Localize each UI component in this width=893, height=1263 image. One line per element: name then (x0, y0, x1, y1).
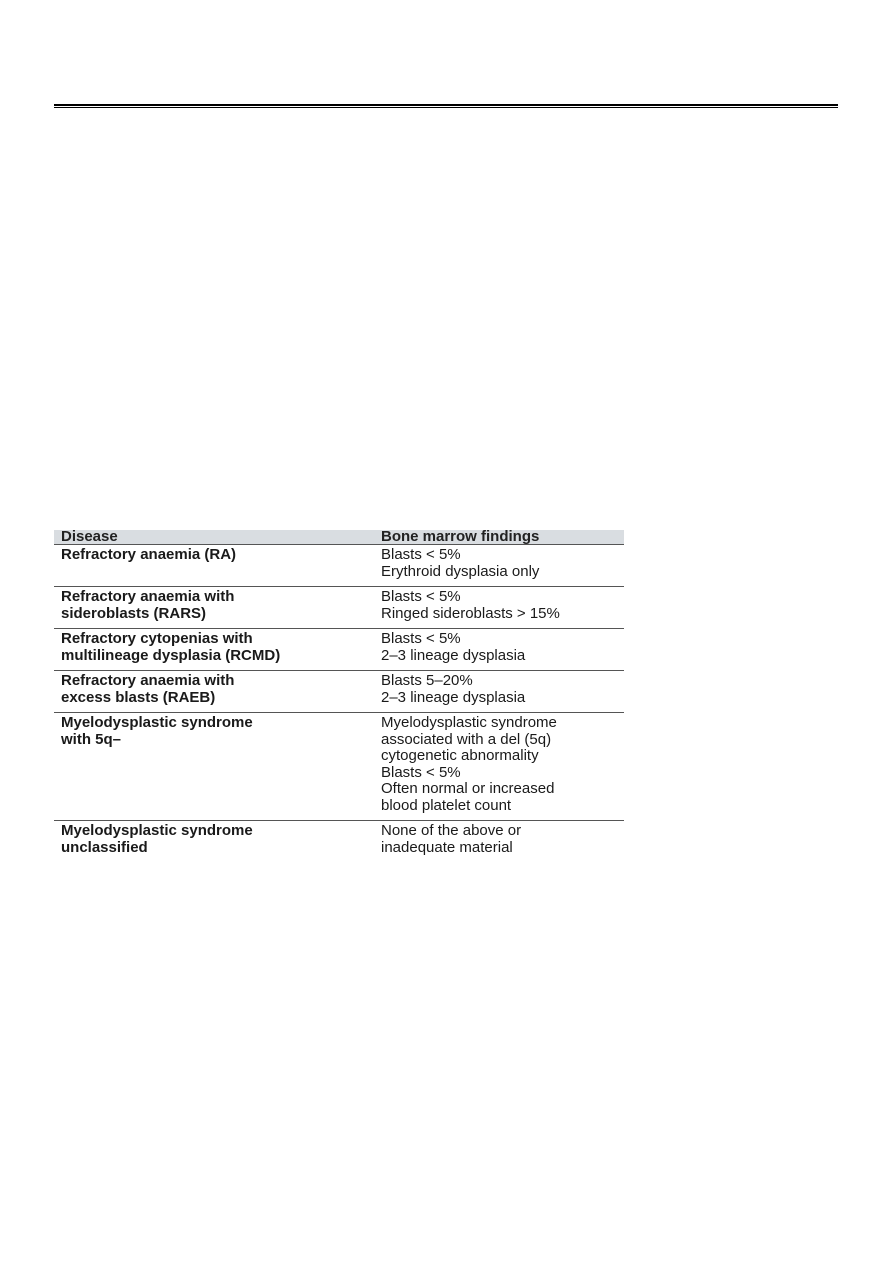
disease-line: Myelodysplastic syndrome (61, 822, 253, 839)
findings-cell (369, 587, 624, 629)
disease-cell (54, 587, 369, 629)
disease-line: Myelodysplastic syndrome (61, 714, 253, 731)
table-row (54, 545, 624, 587)
disease-line: Refractory anaemia with (61, 588, 235, 605)
table-header-row (54, 530, 624, 545)
findings-line: blood platelet count (381, 796, 512, 814)
findings-line: Blasts < 5% (381, 630, 461, 647)
findings-cell (369, 821, 624, 863)
findings-line: Blasts 5–20% (381, 672, 473, 689)
disease-line: multilineage dysplasia (RCMD) (61, 646, 281, 664)
disease-line: with 5q– (61, 730, 122, 748)
findings-line: Blasts < 5% (381, 763, 461, 781)
disease-line: Refractory anaemia with (61, 672, 235, 689)
findings-cell (369, 629, 624, 671)
disease-line: Refractory anaemia (RA) (61, 546, 237, 563)
findings-cell (369, 713, 624, 821)
disease-line: sideroblasts (RARS) (61, 604, 207, 622)
findings-line: Blasts < 5% (381, 588, 461, 605)
findings-line: Erythroid dysplasia only (381, 562, 540, 580)
findings-line: 2–3 lineage dysplasia (381, 688, 526, 706)
findings-line: associated with a del (5q) (381, 730, 552, 748)
disease-line: excess blasts (RAEB) (61, 688, 216, 706)
findings-line: Ringed sideroblasts > 15% (381, 604, 560, 622)
header-disease: Disease (54, 530, 369, 545)
findings-cell (369, 671, 624, 713)
table-row (54, 821, 624, 863)
header-rule (54, 104, 838, 108)
disease-line: Refractory cytopenias with (61, 630, 253, 647)
table-body (54, 545, 624, 863)
disease-line: unclassified (61, 838, 148, 856)
disease-cell (54, 671, 369, 713)
findings-cell (369, 545, 624, 587)
findings-line: inadequate material (381, 838, 513, 856)
table-row (54, 629, 624, 671)
header-bone-marrow-findings: Bone marrow findings (369, 530, 624, 545)
disease-cell (54, 821, 369, 863)
findings-line: None of the above or (381, 822, 522, 839)
findings-line: Blasts < 5% (381, 546, 461, 563)
table-row (54, 713, 624, 821)
disease-cell (54, 545, 369, 587)
findings-line: 2–3 lineage dysplasia (381, 646, 526, 664)
disease-cell (54, 713, 369, 821)
findings-line: cytogenetic abnormality (381, 747, 539, 764)
disease-cell (54, 629, 369, 671)
mds-classification-table (54, 530, 624, 862)
classification-table (54, 530, 624, 862)
findings-line: Myelodysplastic syndrome (381, 714, 557, 731)
table-row (54, 671, 624, 713)
table-row (54, 587, 624, 629)
findings-line: Often normal or increased (381, 780, 555, 797)
